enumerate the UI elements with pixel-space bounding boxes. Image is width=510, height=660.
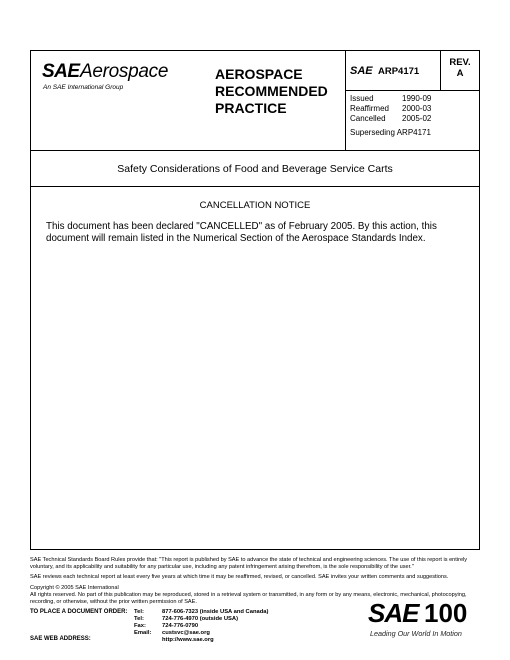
date-row-cancelled bbox=[350, 114, 431, 124]
date-label: Issued bbox=[350, 94, 374, 103]
header-divider-horizontal bbox=[345, 90, 480, 91]
rev-value: A bbox=[456, 68, 464, 79]
contact-key: Tel: bbox=[134, 609, 144, 615]
sae-small-mark: SAE bbox=[350, 65, 373, 77]
contact-row bbox=[134, 609, 268, 616]
date-list bbox=[350, 94, 431, 124]
title-line-1: AEROSPACE bbox=[215, 66, 303, 82]
review-statement: SAE reviews each technical report at least every five years at which time it may be reaffirmed, revised, or cancelled. SAE invites your written comments and suggestions. bbox=[30, 574, 449, 580]
contact-value: 724-776-4970 (outside USA) bbox=[162, 615, 239, 622]
web-address-link[interactable]: http://www.sae.org bbox=[162, 636, 214, 643]
aerospace-logo-text: Aerospace bbox=[80, 61, 169, 82]
date-label: Reaffirmed bbox=[350, 104, 389, 113]
sae100-logo-text: SAE bbox=[368, 598, 419, 628]
date-label: Cancelled bbox=[350, 114, 386, 123]
title-bottom-rule bbox=[30, 186, 480, 187]
date-value: 2000-03 bbox=[402, 104, 432, 113]
doc-number: ARP4171 bbox=[378, 66, 420, 77]
header-divider-vertical bbox=[345, 50, 346, 150]
copyright-line: Copyright © 2005 SAE International bbox=[30, 585, 119, 591]
contact-list bbox=[134, 609, 268, 644]
sae-logo-mark: SAE bbox=[42, 61, 80, 82]
contact-row bbox=[134, 630, 268, 637]
date-value: 2005-02 bbox=[402, 114, 432, 123]
rights-statement: All rights reserved. No part of this publication may be reproduced, stored in a retrieval system or transmitted, in any form or by any means, electronic, mechanical, photocopying, recording, or otherwise, without the prior written permission of SAE. bbox=[30, 592, 467, 605]
order-label: TO PLACE A DOCUMENT ORDER: bbox=[30, 609, 128, 615]
date-value: 1990-09 bbox=[402, 94, 432, 103]
contact-value: 724-776-0790 bbox=[162, 622, 199, 629]
date-row-issued bbox=[350, 94, 431, 104]
web-address-label: SAE WEB ADDRESS: bbox=[30, 636, 91, 642]
sae100-logo-number: 100 bbox=[424, 598, 468, 628]
contact-value: 877-606-7323 (inside USA and Canada) bbox=[162, 609, 269, 615]
superseding-note: Superseding ARP4171 bbox=[350, 128, 431, 137]
sae-tagline: Leading Our World In Motion bbox=[370, 629, 462, 638]
notice-body: This document has been declared "CANCELLED" as of February 2005. By this action, this document will remain listed in the Numerical Section of the Aerospace Standards Index. bbox=[46, 221, 437, 244]
contact-key: Fax: bbox=[134, 622, 146, 629]
practice-title bbox=[215, 66, 340, 117]
contact-key: Tel: bbox=[134, 615, 144, 622]
contact-row bbox=[134, 623, 268, 630]
contact-row bbox=[134, 637, 268, 644]
document-title: Safety Considerations of Food and Beverage Service Carts bbox=[117, 163, 393, 175]
policy-statement: SAE Technical Standards Board Rules provide that: "This report is published by SAE to advance the state of technical and engineering sciences. The use of this report is entirely voluntary, and its applicability and suitability for any particular use, including any patent infringement arising therefrom, is the sole responsibility of the user." bbox=[30, 557, 468, 570]
contact-row bbox=[134, 616, 268, 623]
contact-email[interactable]: custsvc@sae.org bbox=[162, 629, 210, 636]
rev-label: REV. bbox=[449, 57, 471, 68]
document-frame bbox=[30, 50, 480, 550]
logo-subtitle: An SAE International Group bbox=[43, 84, 124, 91]
title-line-3: PRACTICE bbox=[215, 100, 287, 116]
date-row-reaffirmed bbox=[350, 104, 431, 114]
header-bottom-rule bbox=[30, 150, 480, 151]
notice-heading: CANCELLATION NOTICE bbox=[199, 200, 311, 211]
title-line-2: RECOMMENDED bbox=[215, 83, 328, 99]
contact-key: Email: bbox=[134, 629, 152, 636]
revision-box bbox=[440, 57, 480, 79]
contact-key bbox=[134, 637, 162, 644]
